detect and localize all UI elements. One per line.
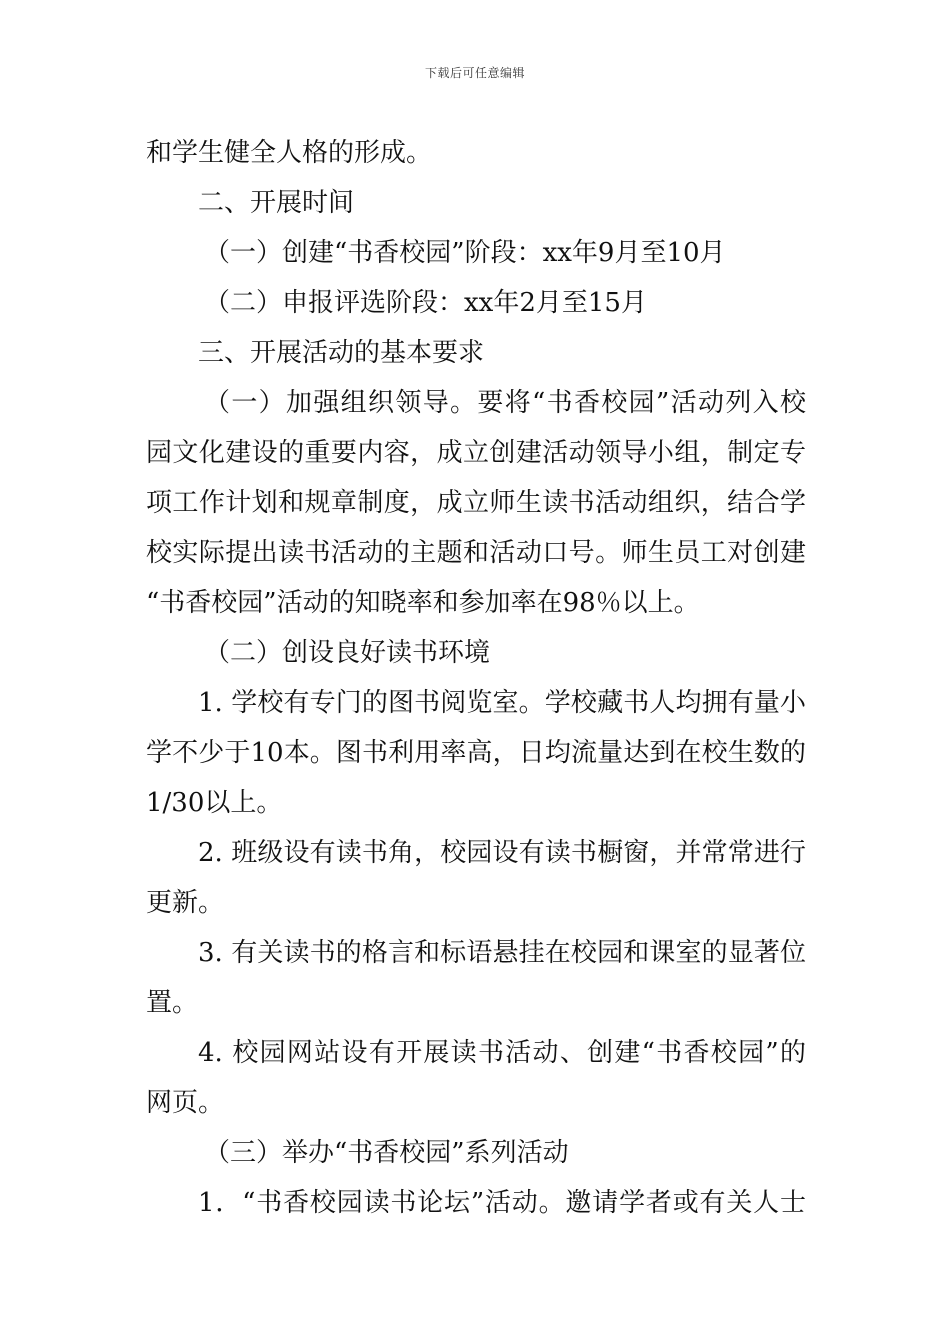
text-line: 网页。 xyxy=(146,1088,225,1118)
list-item: 1. 学校有专门的图书阅览室。学校藏书人均拥有量小 xyxy=(198,688,806,718)
list-item: 4. 校园网站设有开展读书活动、创建“书香校园”的 xyxy=(198,1038,806,1068)
list-item: 2. 班级设有读书角，校园设有读书橱窗，并常常进行 xyxy=(198,838,806,868)
page-header-note: 下载后可任意编辑 xyxy=(424,66,525,80)
text-line: 园文化建设的重要内容，成立创建活动领导小组，制定专 xyxy=(146,438,806,468)
text-line: 1/30以上。 xyxy=(146,788,283,818)
subsection-heading: （三）举办“书香校园”系列活动 xyxy=(204,1138,569,1168)
text-line: 项工作计划和规章制度，成立师生读书活动组织，结合学 xyxy=(146,488,806,518)
text-line: “书香校园”活动的知晓率和参加率在98％以上。 xyxy=(146,588,700,618)
section-heading: 三、开展活动的基本要求 xyxy=(198,338,485,368)
text-line: （一）创建“书香校园”阶段：xx年9月至10月 xyxy=(204,238,726,268)
text-line: 置。 xyxy=(146,988,199,1018)
text-line: 更新。 xyxy=(146,888,225,918)
subsection-heading: （二）创设良好读书环境 xyxy=(204,638,491,668)
section-heading: 二、开展时间 xyxy=(198,188,355,218)
list-item: 3. 有关读书的格言和标语悬挂在校园和课室的显著位 xyxy=(198,938,806,968)
text-line: （一）加强组织领导。要将“书香校园”活动列入校 xyxy=(204,388,806,418)
text-line: 学不少于10本。图书利用率高，日均流量达到在校生数的 xyxy=(146,738,806,768)
text-line: 和学生健全人格的形成。 xyxy=(146,138,433,168)
text-line: 校实际提出读书活动的主题和活动口号。师生员工对创建 xyxy=(146,538,806,568)
text-line: （二）申报评选阶段：xx年2月至15月 xyxy=(204,288,647,318)
document-body xyxy=(146,128,806,1228)
list-item: 1．“书香校园读书论坛”活动。邀请学者或有关人士 xyxy=(198,1188,806,1218)
